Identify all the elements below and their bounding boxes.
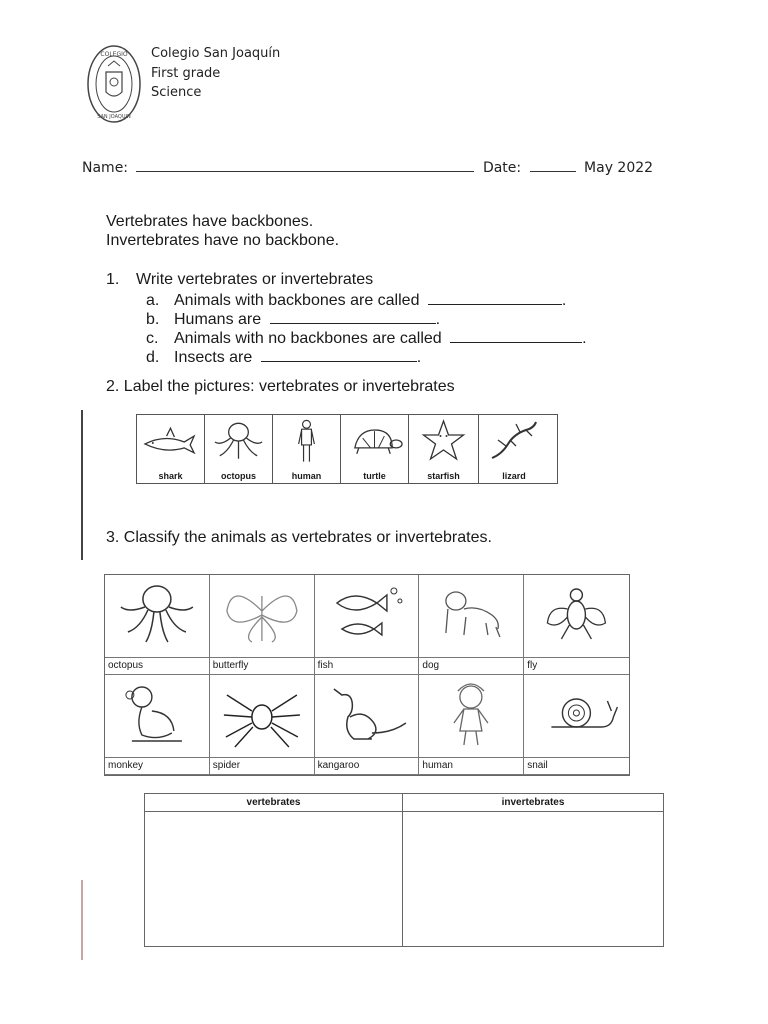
answer-blank-d[interactable]: [261, 347, 417, 362]
q1-item-letter: b.: [146, 311, 160, 328]
vertebrates-answer-area[interactable]: [145, 812, 403, 946]
q1-item-letter: c.: [146, 330, 159, 347]
margin-line: [81, 880, 83, 960]
intro-line-1: Vertebrates have backbones.: [106, 213, 314, 230]
picture-cell-turtle[interactable]: [341, 415, 409, 483]
question-1: [106, 271, 666, 371]
svg-text:COLEGIO: COLEGIO: [100, 51, 128, 58]
grade-label: First grade: [151, 65, 221, 81]
picture-label: lizard: [502, 471, 526, 481]
grid-label: spider: [210, 757, 315, 775]
school-logo: [86, 44, 142, 124]
grid-label: monkey: [105, 757, 210, 775]
q1-item-text: Animals with backbones are called: [174, 292, 420, 309]
answer-blank-a[interactable]: [428, 290, 562, 305]
dog-icon: [425, 581, 517, 651]
octopus-icon: [111, 581, 203, 651]
human-icon: [277, 418, 336, 464]
q1-item-text: Humans are: [174, 311, 262, 328]
grid-image-kangaroo[interactable]: [315, 675, 420, 757]
grid-label: kangaroo: [315, 757, 420, 775]
name-label: Name:: [82, 160, 129, 176]
picture-cell-lizard[interactable]: [479, 415, 549, 483]
picture-cell-octopus[interactable]: [205, 415, 273, 483]
starfish-icon: [413, 418, 474, 464]
picture-cell-starfish[interactable]: [409, 415, 479, 483]
fish-icon: [321, 581, 413, 651]
grid-image-human[interactable]: [419, 675, 524, 757]
column-header-invertebrates: invertebrates: [403, 794, 663, 812]
grid-label: fish: [315, 657, 420, 675]
q1-item-text: Insects are: [174, 349, 253, 366]
picture-label: octopus: [221, 471, 256, 481]
intro-text: [106, 212, 339, 250]
octopus-icon: [209, 418, 268, 464]
svg-text:SAN JOAQUIN: SAN JOAQUIN: [97, 114, 131, 120]
question-1-title: Write vertebrates or invertebrates: [136, 271, 374, 288]
q1-item-end: .: [416, 349, 422, 366]
picture-cell-human[interactable]: [273, 415, 341, 483]
subject-label: Science: [151, 85, 202, 100]
grid-image-spider[interactable]: [210, 675, 315, 757]
q1-item-d: [146, 347, 421, 367]
picture-strip: [136, 414, 558, 484]
column-header-vertebrates: vertebrates: [145, 794, 403, 812]
grid-label: butterfly: [210, 657, 315, 675]
lizard-icon: [483, 418, 545, 464]
shark-icon: [141, 418, 200, 464]
q1-item-letter: d.: [146, 349, 160, 366]
picture-label: shark: [158, 471, 183, 481]
q1-item-text: Animals with no backbones are called: [174, 330, 442, 347]
q1-item-letter: a.: [146, 292, 160, 309]
classification-table: [144, 793, 664, 947]
margin-line: [81, 410, 83, 560]
grid-image-octopus[interactable]: [105, 575, 210, 657]
date-day-field[interactable]: [530, 159, 576, 172]
spider-icon: [216, 681, 308, 751]
grid-label: human: [419, 757, 524, 775]
header-block: [151, 44, 280, 103]
monkey-icon: [111, 681, 203, 751]
picture-cell-shark[interactable]: [137, 415, 205, 483]
animal-grid: [104, 574, 630, 776]
q1-item-end: .: [561, 292, 567, 309]
name-field[interactable]: [136, 159, 474, 172]
turtle-icon: [345, 418, 404, 464]
grid-label: snail: [524, 757, 629, 775]
q1-item-end: .: [582, 330, 587, 347]
date-value: May 2022: [584, 160, 654, 176]
grid-image-butterfly[interactable]: [210, 575, 315, 657]
question-2-title: 2. Label the pictures: vertebrates or invertebrates: [106, 378, 455, 395]
intro-line-2: Invertebrates have no backbone.: [106, 232, 340, 249]
answer-blank-b[interactable]: [270, 309, 436, 324]
snail-icon: [530, 681, 623, 751]
answer-blank-c[interactable]: [450, 328, 582, 343]
invertebrates-answer-area[interactable]: [403, 812, 663, 946]
picture-label: starfish: [427, 471, 460, 481]
human-icon: [425, 681, 517, 751]
butterfly-icon: [216, 581, 308, 651]
kangaroo-icon: [321, 681, 413, 751]
grid-image-dog[interactable]: [419, 575, 524, 657]
grid-image-monkey[interactable]: [105, 675, 210, 757]
grid-image-fish[interactable]: [315, 575, 420, 657]
q1-item-a: [146, 290, 566, 310]
grid-image-snail[interactable]: [524, 675, 629, 757]
question-1-number: 1.: [106, 271, 120, 288]
q1-item-c: [146, 328, 587, 348]
grid-image-fly[interactable]: [524, 575, 629, 657]
school-name: Colegio San Joaquín: [151, 46, 281, 61]
grid-label: octopus: [105, 657, 210, 675]
picture-label: human: [291, 471, 322, 481]
name-date-row: [82, 159, 653, 176]
date-label: Date:: [482, 160, 522, 176]
question-3-title: 3. Classify the animals as vertebrates or invertebrates.: [106, 529, 492, 546]
q1-item-end: .: [435, 311, 441, 328]
grid-label: fly: [524, 657, 629, 675]
grid-label: dog: [419, 657, 524, 675]
q1-item-b: [146, 309, 440, 329]
fly-icon: [530, 581, 623, 651]
picture-label: turtle: [363, 471, 386, 481]
